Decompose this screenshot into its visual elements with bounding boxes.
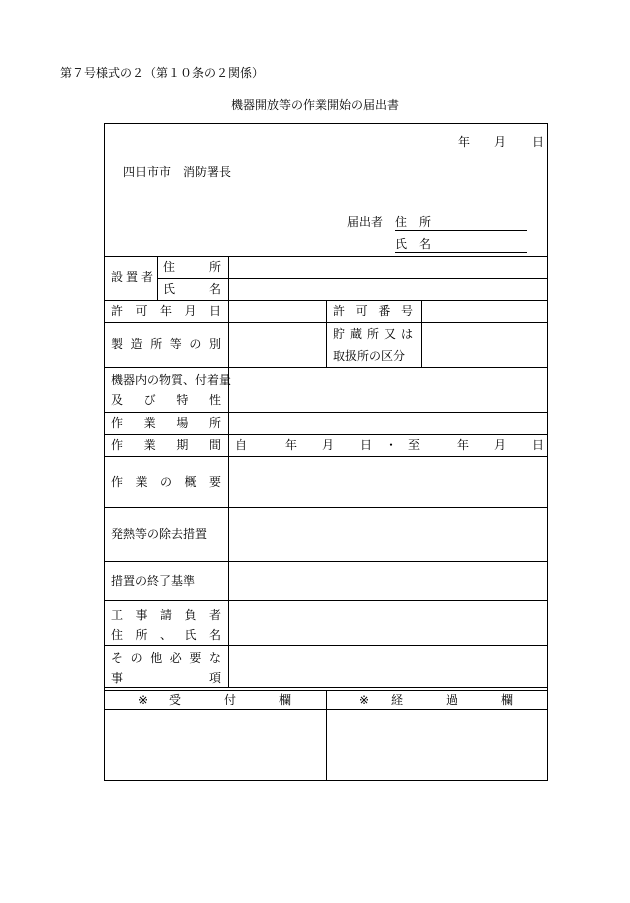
notifier-address-label: 住 所 (395, 215, 432, 229)
form-number: 第７号様式の２（第１０条の２関係） (60, 66, 265, 80)
contractor-label-1: 工 事 請 負 者 (111, 608, 221, 622)
permit-date-label: 許 可 年 月 日 (111, 304, 221, 318)
work-place-label: 作 業 場 所 (111, 416, 221, 430)
period-to-year: 年 (457, 438, 470, 452)
date-month: 月 (494, 135, 507, 149)
document-title: 機器開放等の作業開始の届出書 (230, 98, 399, 112)
notifier-label: 届出者 (347, 215, 384, 229)
period-from-day: 日 (360, 438, 373, 452)
permit-number-label: 許 可 番 号 (333, 304, 413, 318)
other-label-1: そ の 他 必 要 な (111, 651, 221, 665)
work-period-label: 作 業 期 間 (111, 438, 221, 452)
receipt-label: 受 付 欄 (169, 693, 291, 707)
notifier-name-line (395, 252, 527, 253)
period-from-month: 月 (322, 438, 335, 452)
other-label-2: 事 項 (111, 671, 221, 685)
heat-removal-label: 発熱等の除去措置 (111, 527, 208, 541)
installer-label: 設 置 者 (111, 270, 153, 284)
form-frame (104, 123, 548, 781)
installer-name-label: 氏 名 (163, 282, 221, 296)
notifier-name-label: 氏 名 (395, 237, 432, 251)
substance-label-2: 及 び 特 性 (111, 393, 221, 407)
progress-label: 経 過 欄 (391, 693, 513, 707)
period-to-month: 月 (494, 438, 507, 452)
notifier-address-line (395, 230, 527, 231)
completion-criteria-label: 措置の終了基準 (111, 574, 196, 588)
installer-address-label: 住 所 (163, 260, 221, 274)
period-from-year: 年 (285, 438, 298, 452)
date-year: 年 (458, 135, 471, 149)
contractor-label-2: 住 所 、 氏 名 (111, 628, 221, 642)
facility-type-label: 製 造 所 等 の 別 (111, 337, 221, 351)
addressee: 四日市市 消防署長 (123, 165, 232, 179)
date-day: 日 (532, 135, 545, 149)
period-from: 自 (235, 438, 248, 452)
receipt-mark: ※ (138, 693, 149, 707)
period-to: 至 (408, 438, 421, 452)
progress-mark: ※ (359, 693, 370, 707)
period-dot: ・ (385, 438, 398, 452)
substance-label-1: 機器内の物質、付着量 (111, 373, 232, 387)
period-to-day: 日 (532, 438, 545, 452)
storage-type-label-2: 取扱所の区分 (333, 349, 406, 363)
work-summary-label: 作 業 の 概 要 (111, 475, 221, 489)
storage-type-label-1: 貯 蔵 所 又 は (333, 327, 413, 341)
